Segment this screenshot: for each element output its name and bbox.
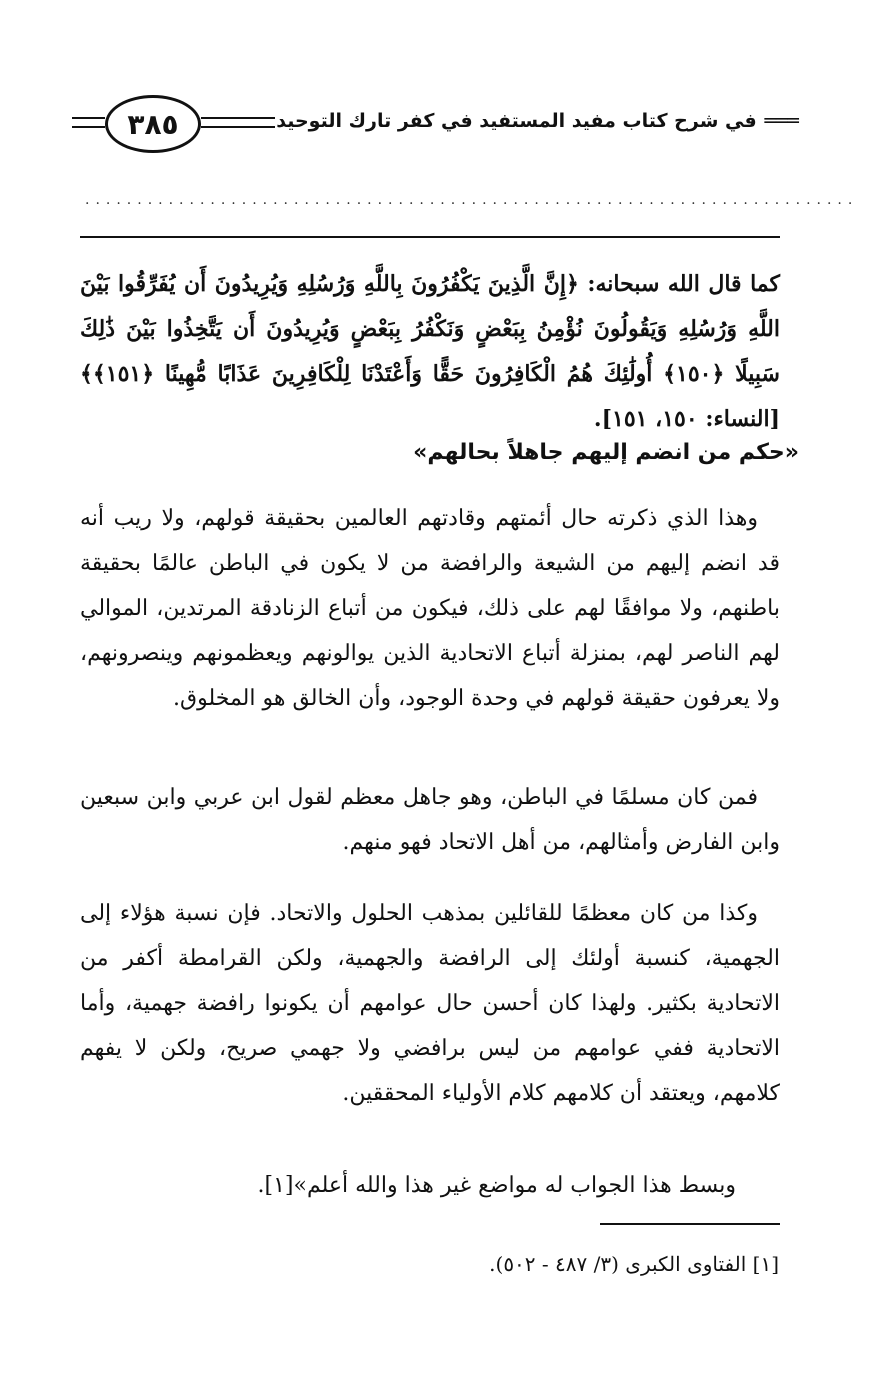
paragraph-3-text: وكذا من كان معظمًا للقائلين بمذهب الحلول والاتحاد. فإن نسبة هؤلاء إلى الجهمية، كنسبة أولئك إلى الرافضة والجهمية، ولكن القرامطة أكفر من الاتحادية بكثير. ولهذا كان أحسن حال عوامهم أن يكونوا رافضة جهمية، وأما الاتحادية ففي عوامهم من ليس برافضي ولا جهمي صريح، ولكن لا يفهم كلامهم، ويعتقد أن كلامهم كلام الأولياء المحققين. [80, 901, 780, 1106]
oval-rule-right-bottom [201, 126, 275, 128]
title-dash-ornament: ═══ [764, 110, 799, 132]
section-heading: «حكم من انضم إليهم جاهلاً بحالهم» [413, 440, 799, 465]
dot-leader: .......................................................................... [85, 192, 859, 208]
paragraph-4-text: وبسط هذا الجواب له مواضع غير هذا والله أعلم»[١]. [257, 1173, 736, 1198]
paragraph-4 [80, 1163, 780, 1208]
footnote: [١] الفتاوى الكبرى (٣/ ٤٨٧ - ٥٠٢). [489, 1252, 779, 1276]
header-rule [80, 236, 780, 238]
oval-rule-right-top [201, 117, 275, 119]
page-number: ٣٨٥ [105, 95, 201, 153]
running-title [276, 110, 799, 132]
paragraph-3 [80, 891, 780, 1116]
paragraph-1 [80, 496, 780, 721]
paragraph-1-text: وهذا الذي ذكرته حال أئمتهم وقادتهم العالمين بحقيقة قولهم، ولا ريب أنه قد انضم إليهم من الشيعة والرافضة من لا يكون في الباطن عالمًا بحقيقة باطنهم، ولا موافقًا لهم على ذلك، فيكون من أتباع الزنادقة المرتدين، الموالي لهم الناصر لهم، بمنزلة أتباع الاتحادية الذين يوالونهم ويعظمونهم وينصرونهم، ولا يعرفون حقيقة قولهم في وحدة الوجود، وأن الخالق هو المخلوق. [80, 506, 780, 711]
running-title-text: في شرح كتاب مفيد المستفيد في كفر تارك التوحيد [276, 110, 757, 132]
paragraph-2 [80, 775, 780, 865]
oval-rule-left-top [72, 117, 105, 119]
footnote-rule [600, 1223, 780, 1225]
paragraph-2-text: فمن كان مسلمًا في الباطن، وهو جاهل معظم لقول ابن عربي وابن سبعين وابن الفارض وأمثالهم، من أهل الاتحاد فهو منهم. [80, 785, 780, 855]
quran-verse-paragraph: كما قال الله سبحانه: ﴿إِنَّ الَّذِينَ يَكْفُرُونَ بِاللَّهِ وَرُسُلِهِ وَيُرِيدُونَ أَن يُفَرِّقُوا بَيْنَ اللَّهِ وَرُسُلِهِ وَيَقُولُونَ نُؤْمِنُ بِبَعْضٍ وَنَكْفُرُ بِبَعْضٍ وَيُرِيدُونَ أَن يَتَّخِذُوا بَيْنَ ذَٰلِكَ سَبِيلًا ﴿١٥٠﴾ أُولَٰئِكَ هُمُ الْكَافِرُونَ حَقًّا وَأَعْتَدْنَا لِلْكَافِرِينَ عَذَابًا مُّهِينًا ﴿١٥١﴾﴾ [النساء: ١٥٠، ١٥١]. [80, 271, 780, 432]
oval-rule-left-bottom [72, 126, 105, 128]
